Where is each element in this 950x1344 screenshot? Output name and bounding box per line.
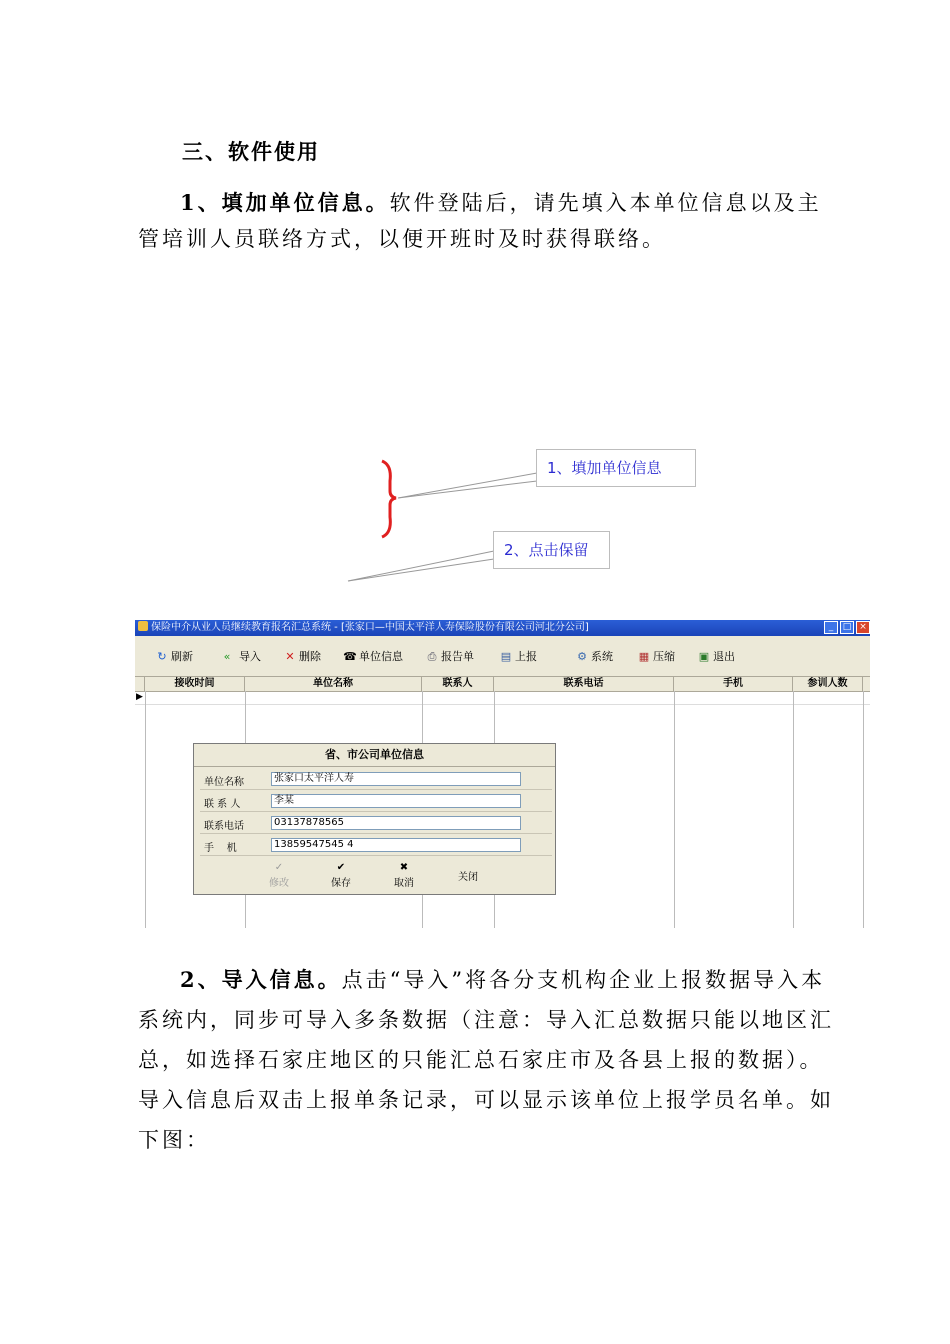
modify-button[interactable]: ✓ 修改: [259, 862, 299, 889]
field-label: 联系电话: [204, 821, 244, 832]
close-button[interactable]: ×: [856, 621, 870, 634]
cancel-button[interactable]: ✖ 取消: [384, 862, 424, 889]
connector-line-2: [348, 551, 494, 581]
paragraph-import-info: [138, 960, 838, 1160]
unit-name-row: [200, 769, 552, 790]
row-pointer-icon: ▶: [136, 692, 143, 702]
field-label: 单位名称: [204, 777, 244, 788]
phone-icon: ☎: [343, 650, 357, 663]
red-brace: [382, 461, 396, 537]
phone-input[interactable]: 03137878565: [271, 816, 521, 830]
x-icon: ✖: [399, 862, 409, 873]
window-title: 保险中介从业人员继续教育报名汇总系统 - [张家口—中国太平洋人寿保险股份有限公司河北分公司]: [151, 622, 589, 633]
field-label: 联 系 人: [204, 799, 241, 810]
column-header[interactable]: 联系人: [422, 677, 494, 691]
minimize-button[interactable]: _: [824, 621, 838, 634]
import-button[interactable]: « 导入: [217, 648, 261, 664]
dialog-title: 省、市公司单位信息: [194, 744, 555, 767]
pencil-icon: ✓: [274, 862, 284, 873]
check-icon: ✔: [336, 862, 346, 873]
connector-line-1: [398, 473, 537, 498]
delete-button[interactable]: ✕ 删除: [283, 648, 321, 664]
report-button[interactable]: ⎙ 报告单: [425, 648, 474, 664]
paragraph-lead: 1、填加单位信息。: [180, 190, 390, 215]
unit-name-input[interactable]: 张家口太平洋人寿: [271, 772, 521, 786]
save-button[interactable]: ✔ 保存: [321, 862, 361, 889]
column-header[interactable]: 接收时间: [145, 677, 245, 691]
column-header[interactable]: 手机: [674, 677, 793, 691]
refresh-icon: ↻: [157, 650, 167, 663]
paragraph-unit-info: [138, 185, 838, 257]
toolbar: [135, 636, 870, 676]
paragraph-text: 点击“导入”将各分支机构企业上报数据导入本系统内，同步可导入多条数据（注意：导入汇总数据只能以地区汇总，如选择石家庄地区的只能汇总石家庄市及各县上报的数据）。导入信息后双击上报单条记录，可以显示该单位上报学员名单。如下图：: [138, 968, 834, 1152]
unit-info-dialog: [193, 743, 556, 895]
grid-header: [135, 676, 870, 692]
field-label: 手 机: [204, 843, 237, 854]
refresh-button[interactable]: ↻ 刷新: [155, 648, 193, 664]
dialog-buttons: [194, 859, 555, 893]
callout-fill-unit-info: 1、填加单位信息: [536, 449, 696, 487]
app-icon: [138, 621, 148, 631]
maximize-button[interactable]: □: [840, 621, 854, 634]
printer-icon: ⎙: [427, 650, 437, 663]
import-icon: «: [223, 650, 231, 663]
unit-info-button[interactable]: ☎ 单位信息: [343, 650, 403, 663]
section-title: 三、软件使用: [182, 139, 320, 164]
mobile-input[interactable]: 13859547545 4: [271, 838, 521, 852]
delete-icon: ✕: [285, 650, 295, 663]
archive-icon: ▦: [638, 650, 650, 663]
system-icon: ⚙: [577, 650, 587, 663]
compress-button[interactable]: ▦ 压缩: [638, 650, 675, 663]
column-header[interactable]: 参训人数: [793, 677, 863, 691]
title-bar: [135, 620, 870, 636]
connector-line-1b: [398, 481, 537, 498]
column-header[interactable]: 单位名称: [245, 677, 422, 691]
contact-row: [200, 791, 552, 812]
paragraph-text: 软件登陆后，请先填入本单位信息以及主管培训人员联络方式，以便开班时及时获得联络。: [138, 191, 822, 251]
upload-button[interactable]: ▤ 上报: [500, 650, 537, 663]
contact-input[interactable]: 李某: [271, 794, 521, 808]
exit-button[interactable]: ▣ 退出: [698, 650, 735, 663]
exit-icon: ▣: [698, 650, 710, 663]
callout-click-save: 2、点击保留: [493, 531, 610, 569]
column-header[interactable]: 联系电话: [494, 677, 674, 691]
close-dialog-button[interactable]: 关闭: [458, 872, 478, 883]
connector-line-2b: [348, 559, 494, 581]
upload-icon: ▤: [500, 650, 512, 663]
phone-row: [200, 813, 552, 834]
mobile-row: [200, 835, 552, 856]
system-button[interactable]: ⚙ 系统: [575, 648, 613, 664]
paragraph-lead: 2、导入信息。: [180, 967, 342, 992]
annotation-connectors: [340, 455, 550, 590]
